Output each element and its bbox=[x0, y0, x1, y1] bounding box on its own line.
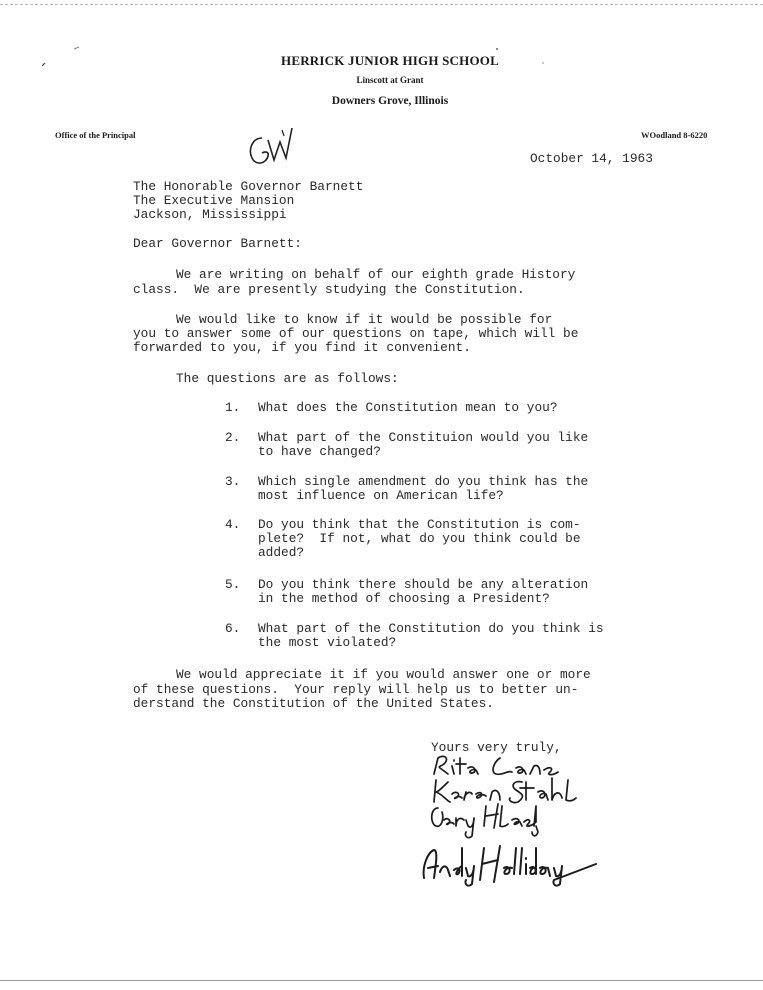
letter-date: October 14, 1963 bbox=[530, 151, 653, 166]
office-label: Office of the Principal bbox=[55, 130, 136, 140]
question-text: What part of the Constituion would you like bbox=[258, 430, 589, 445]
question-text: Which single amendment do you think has the bbox=[258, 474, 589, 489]
recipient-line: The Honorable Governor Barnett bbox=[133, 179, 364, 194]
question-text: plete? If not, what do you think could be bbox=[258, 531, 581, 546]
question-number: 3. bbox=[225, 474, 241, 489]
bottom-border bbox=[0, 980, 763, 981]
signature-gary-hlady bbox=[428, 802, 548, 842]
question-number: 1. bbox=[225, 400, 241, 415]
phone-number: WOodland 8-6220 bbox=[641, 130, 708, 140]
paragraph-line: class. We are presently studying the Constitution. bbox=[133, 282, 525, 297]
signature-andy-holliday bbox=[420, 844, 602, 890]
handwritten-initials bbox=[244, 122, 300, 172]
paragraph-line: We are writing on behalf of our eighth grade History bbox=[176, 267, 576, 282]
paragraph-line: of these questions. Your reply will help us to better un- bbox=[133, 682, 579, 697]
question-number: 6. bbox=[225, 621, 241, 636]
paragraph-line: forwarded to you, if you find it convenient. bbox=[133, 340, 471, 355]
school-city: Downers Grove, Illinois bbox=[331, 95, 449, 107]
question-text: most influence on American life? bbox=[258, 488, 504, 503]
question-text: Do you think that the Constitution is com- bbox=[258, 517, 581, 532]
question-text: added? bbox=[258, 545, 305, 560]
question-number: 2. bbox=[225, 430, 241, 445]
salutation: Dear Governor Barnett: bbox=[133, 236, 302, 251]
valediction: Yours very truly, bbox=[431, 740, 562, 755]
recipient-line: Jackson, Mississippi bbox=[133, 207, 287, 222]
speck-mark bbox=[494, 46, 500, 52]
question-text: the most violated? bbox=[258, 635, 397, 650]
question-text: What part of the Constitution do you think is bbox=[258, 621, 604, 636]
speck-mark bbox=[72, 44, 82, 52]
paragraph-line: We would like to know if it would be possible for bbox=[176, 312, 553, 327]
paragraph-line: you to answer some of our questions on tape, which will be bbox=[133, 326, 579, 341]
signature-karen-stahl bbox=[430, 776, 590, 804]
paragraph-line: derstand the Constitution of the United States. bbox=[133, 696, 494, 711]
question-number: 5. bbox=[225, 577, 241, 592]
question-text: in the method of choosing a President? bbox=[258, 591, 550, 606]
question-text: to have changed? bbox=[258, 444, 381, 459]
question-text: Do you think there should be any alteration bbox=[258, 577, 589, 592]
recipient-line: The Executive Mansion bbox=[133, 193, 295, 208]
paragraph-line: We would appreciate it if you would answer one or more bbox=[176, 667, 591, 682]
top-border bbox=[0, 4, 763, 5]
questions-intro: The questions are as follows: bbox=[176, 371, 399, 386]
question-number: 4. bbox=[225, 517, 241, 532]
school-street: Linscott at Grant bbox=[356, 75, 424, 85]
question-text: What does the Constitution mean to you? bbox=[258, 400, 558, 415]
school-name: HERRICK JUNIOR HIGH SCHOOL bbox=[281, 53, 499, 68]
